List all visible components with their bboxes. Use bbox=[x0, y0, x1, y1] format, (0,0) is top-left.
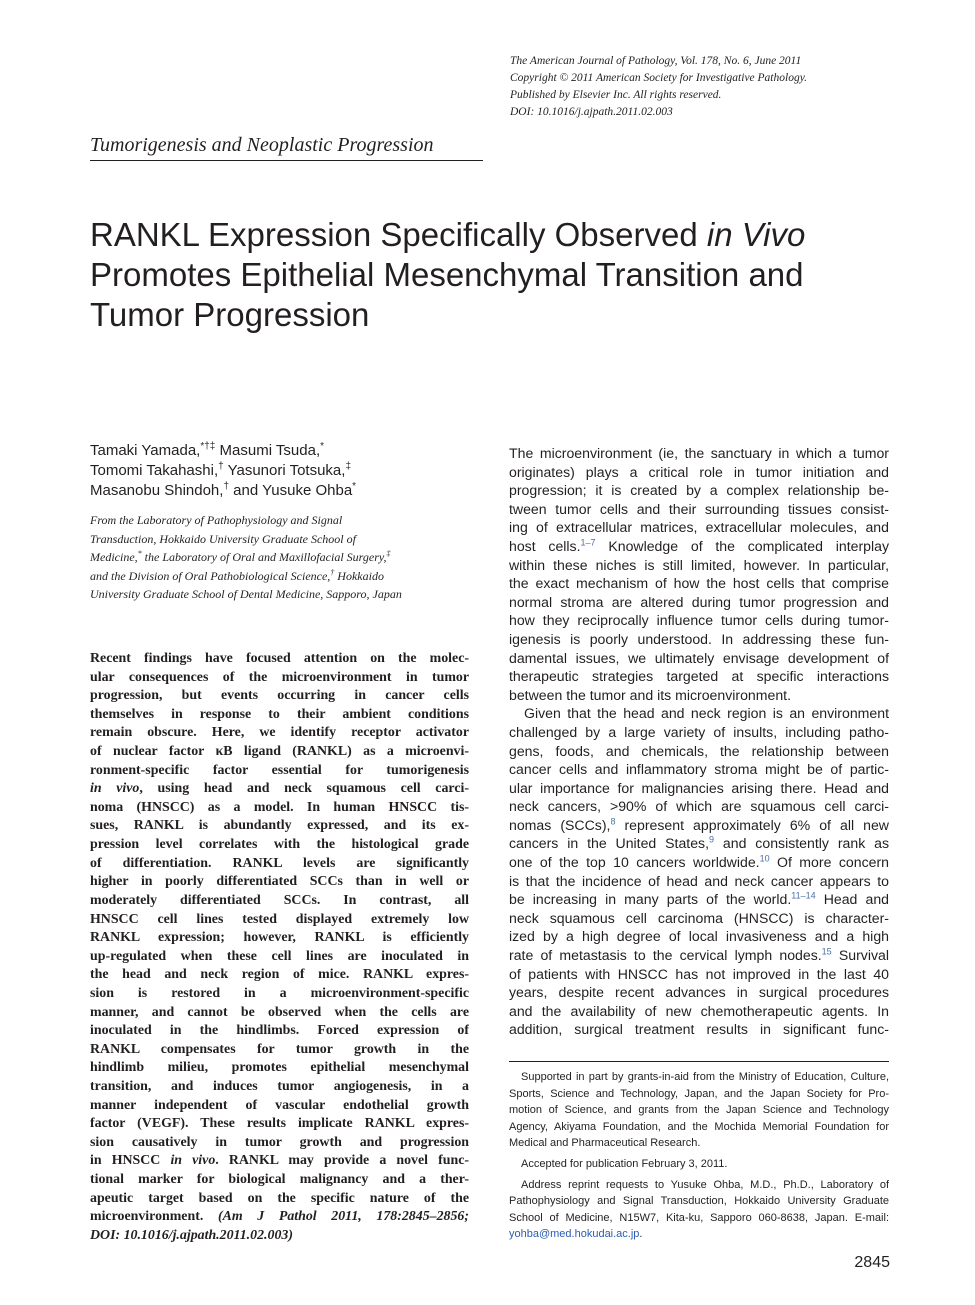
abstract-text: microenvironment. bbox=[90, 1209, 218, 1225]
affiliation-text: and the Division of Oral Pathobiological Science, bbox=[90, 568, 331, 583]
body-text-span: represent approximately 6% of all new bbox=[615, 816, 889, 833]
abstract-line: inoculated in the hindlimbs. Forced expression of bbox=[90, 1023, 469, 1039]
abstract-line: ronment-specific factor essential for tumorigenesis bbox=[90, 762, 469, 778]
abstract-line: RANKL compensates for tumor growth in the bbox=[90, 1041, 469, 1057]
citation-ref[interactable]: 10 bbox=[759, 853, 770, 864]
citation-ref[interactable]: 11–14 bbox=[791, 890, 816, 901]
abstract-line: HNSCC cell lines tested displayed extremely low bbox=[90, 911, 469, 927]
body-line: neck squamous cell carcinoma (HNSCC) is character- bbox=[509, 909, 889, 926]
body-line bbox=[509, 537, 889, 556]
affiliation-mark: ‡ bbox=[386, 549, 391, 558]
body-line: how they reciprocally influence tumor cells during tumor- bbox=[509, 612, 889, 629]
body-line: originates) plays a critical role in tumor initiation and bbox=[509, 463, 889, 480]
body-text-span: be increasing in many parts of the world. bbox=[509, 891, 792, 908]
body-line: tween tumor cells and their surrounding tissues consist- bbox=[509, 500, 889, 517]
footnote-line: Supported in part by grants-in-aid from the Ministry of Education, Culture, bbox=[521, 1071, 889, 1083]
footnote-line: Address reprint requests to Yusuke Ohba, M.D., Ph.D., Laboratory of bbox=[521, 1178, 889, 1191]
body-line: ing of extracellular matrices, extracellular molecules, and bbox=[509, 519, 889, 536]
body-line: within these niches is still limited, however. In particular, bbox=[509, 556, 889, 573]
abstract-line: sion is restored in a microenvironment-specific bbox=[90, 985, 469, 1001]
body-line: therapeutic strategies targeted at specific interactions bbox=[509, 668, 889, 685]
abstract-line: progression, but events occurring in cancer cells bbox=[90, 688, 469, 704]
abstract-line: pression level correlates with the histological grade bbox=[90, 837, 469, 853]
abstract-italic: in vivo bbox=[90, 781, 140, 797]
body-line bbox=[509, 816, 889, 835]
body-line bbox=[509, 853, 889, 872]
body-line: cancer cells and inflammatory stroma might be of partic- bbox=[509, 761, 889, 778]
body-text-span: one of the top 10 cancers worldwide. bbox=[509, 854, 760, 871]
body-line: The microenvironment (ie, the sanctuary in which a tumor bbox=[509, 445, 889, 461]
author-name: Tomomi Takahashi, bbox=[90, 462, 219, 479]
abstract-line: themselves in response to their ambient conditions bbox=[90, 706, 469, 722]
abstract-line: remain obscure. Here, we identify receptor activator bbox=[90, 725, 469, 741]
section-heading: Tumorigenesis and Neoplastic Progression bbox=[90, 131, 483, 161]
body-text bbox=[509, 444, 889, 1039]
footnote-line: Pathophysiology and Signal Transduction, Hokkaido University Graduate bbox=[509, 1195, 889, 1208]
body-line: ized by a high degree of local invasiveness and a high bbox=[509, 928, 889, 945]
affiliation-mark: * bbox=[137, 549, 142, 558]
body-text-span: Head and bbox=[815, 891, 889, 908]
body-line: years, despite recent advances in surgical procedures bbox=[509, 984, 889, 1001]
body-line: Given that the head and neck region is an environment bbox=[524, 705, 889, 722]
journal-doi: DOI: 10.1016/j.ajpath.2011.02.003 bbox=[510, 106, 673, 118]
abstract-line: sues, RANKL is abundantly expressed, and its ex- bbox=[90, 818, 469, 834]
author-name: Masanobu Shindoh, bbox=[90, 482, 224, 499]
page-number: 2845 bbox=[854, 1254, 890, 1271]
author-mark: *†‡ bbox=[200, 441, 216, 452]
footnote-line bbox=[509, 1226, 889, 1243]
body-line: normal stroma are altered during tumor progression and bbox=[509, 593, 889, 610]
footnote-divider bbox=[509, 1061, 889, 1062]
abstract-line: manner independent of vascular endothelial growth bbox=[90, 1097, 469, 1113]
affiliation-text: Medicine, bbox=[90, 550, 138, 564]
abstract-line: up-regulated when these cell lines are inoculated in bbox=[90, 948, 469, 964]
author-list bbox=[90, 441, 470, 501]
abstract-line bbox=[90, 1208, 469, 1227]
abstract-line: ular consequences of the microenvironment in tumor bbox=[90, 669, 469, 685]
email-link[interactable]: yohba@med.hokudai.ac.jp bbox=[509, 1228, 640, 1241]
affiliation-mark: † bbox=[330, 567, 335, 577]
abstract-text: in HNSCC bbox=[90, 1153, 171, 1169]
body-line: progression; it is created by a complex relationship be- bbox=[509, 482, 889, 499]
abstract-line: moderately differentiated SCCs. In contrast, all bbox=[90, 892, 469, 908]
abstract-line bbox=[90, 1152, 469, 1171]
author-name: Yasunori Totsuka, bbox=[223, 462, 346, 479]
footnote-text: . bbox=[639, 1228, 643, 1241]
author-mark: ‡ bbox=[345, 461, 351, 472]
body-text-span: Of more concern bbox=[769, 854, 889, 871]
abstract-italic: in vivo bbox=[170, 1153, 216, 1169]
abstract-line: manner, and cannot be observed when the cells are bbox=[90, 1004, 469, 1020]
abstract-line: Recent findings have focused attention on the molec- bbox=[90, 651, 469, 666]
body-text-span: host cells. bbox=[509, 537, 581, 554]
abstract-line: tional marker for biological malignancy and a ther- bbox=[90, 1172, 469, 1188]
abstract bbox=[90, 650, 469, 1246]
affiliation-line: University Graduate School of Dental Medicine, Sapporo, Japan bbox=[90, 587, 402, 601]
footnote-line: Medical and Pharmaceutical Research. bbox=[509, 1137, 701, 1150]
abstract-line: of differentiation. RANKL levels are significantly bbox=[90, 855, 469, 871]
body-line: damental issues, we ultimately envisage development of bbox=[509, 649, 889, 666]
body-line: challenged by a large variety of insults, including patho- bbox=[509, 723, 889, 740]
journal-info bbox=[510, 53, 910, 121]
affiliation bbox=[90, 511, 465, 604]
body-line: of patients with HNSCC has not improved in the last 40 bbox=[509, 965, 889, 982]
body-line bbox=[509, 890, 889, 909]
title-italic: in Vivo bbox=[706, 216, 806, 253]
journal-copyright: Copyright © 2011 American Society for Investigative Pathology. bbox=[510, 72, 808, 84]
body-line: and the availability of new chemotherapeutic agents. In bbox=[509, 1002, 889, 1019]
body-text-span: and consistently rank as bbox=[714, 835, 889, 852]
abstract-line: hindlimb milieu, promotes epithelial mesenchymal bbox=[90, 1060, 469, 1076]
body-text-span: cancers in the United States, bbox=[509, 835, 710, 852]
body-text-span: rate of metastasis to the cervical lymph nodes. bbox=[509, 947, 822, 964]
abstract-line: of nuclear factor κB ligand (RANKL) as a microenvi- bbox=[90, 744, 469, 760]
title-line-2: Promotes Epithelial Mesenchymal Transition and bbox=[90, 256, 804, 293]
abstract-line bbox=[90, 780, 469, 799]
affiliation-line: From the Laboratory of Pathophysiology and Signal bbox=[90, 513, 343, 527]
footnote-line: motion of Science, and grants from the Japan Science and Technology bbox=[509, 1104, 889, 1117]
citation-ref[interactable]: 15 bbox=[821, 946, 832, 957]
affiliation-line: Transduction, Hokkaido University Graduate School of bbox=[90, 531, 356, 546]
body-line: ular importance for malignancies arising there. Head and bbox=[509, 779, 889, 796]
author-mark: * bbox=[352, 481, 357, 492]
footnote-line: School of Medicine, N15W7, Kita-ku, Sapporo 060-8638, Japan. E-mail: bbox=[509, 1211, 889, 1224]
body-line: neck cancers, >90% of which are squamous cell carci- bbox=[509, 798, 889, 815]
citation-ref[interactable]: 1–7 bbox=[580, 537, 596, 548]
author-name: Tamaki Yamada, bbox=[90, 442, 201, 459]
abstract-line: the head and neck region of mice. RANKL expres- bbox=[90, 967, 469, 983]
abstract-doi: DOI: 10.1016/j.ajpath.2011.02.003) bbox=[90, 1227, 293, 1243]
body-line: igenesis is poorly understood. In addressing these fun- bbox=[509, 630, 889, 647]
author-name: Masumi Tsuda, bbox=[215, 442, 321, 459]
abstract-text: , using head and neck squamous cell carci- bbox=[139, 781, 469, 797]
body-text-span: nomas (SCCs), bbox=[509, 816, 611, 833]
author-mark: * bbox=[320, 441, 325, 452]
author-name: and Yusuke Ohba bbox=[229, 482, 353, 499]
body-line bbox=[509, 834, 889, 853]
title-line-1: RANKL Expression Specifically Observed bbox=[90, 216, 707, 253]
abstract-line: factor (VEGF). These results implicate RANKL expres- bbox=[90, 1116, 469, 1132]
abstract-citation: (Am J Pathol 2011, 178:2845–2856; bbox=[217, 1209, 469, 1225]
body-line bbox=[509, 946, 889, 965]
abstract-line: RANKL expression; however, RANKL is efficiently bbox=[90, 930, 469, 946]
journal-publisher: Published by Elsevier Inc. All rights reserved. bbox=[510, 89, 722, 101]
footnote-accepted: Accepted for publication February 3, 2011. bbox=[521, 1157, 728, 1170]
citation-ref[interactable]: 8 bbox=[610, 816, 616, 827]
abstract-line: higher in poorly differentiated SCCs than in well or bbox=[90, 874, 469, 890]
body-line: is that the incidence of head and neck cancer appears to bbox=[509, 872, 889, 889]
footnote-line: Agency, Akiyama Foundation, and the Mochida Memorial Foundation for bbox=[509, 1120, 889, 1133]
body-line: between the tumor and its microenvironment. bbox=[509, 686, 792, 703]
affiliation-text: Hokkaido bbox=[334, 568, 384, 583]
author-mark: † bbox=[218, 461, 224, 472]
body-line: gens, foods, and chemicals, the relationship between bbox=[509, 742, 889, 759]
body-line: addition, surgical treatment results in significant func- bbox=[509, 1021, 889, 1038]
abstract-line: noma (HNSCC) as a model. In human HNSCC tis- bbox=[90, 799, 469, 815]
citation-ref[interactable]: 9 bbox=[709, 834, 715, 845]
body-text-span: Knowledge of the complicated interplay bbox=[595, 537, 889, 554]
abstract-line: transition, and induces tumor angiogenesis, in a bbox=[90, 1079, 469, 1095]
body-text-span: Survival bbox=[831, 947, 889, 964]
abstract-text: . RANKL may provide a novel func- bbox=[215, 1153, 469, 1169]
title-line-3: Tumor Progression bbox=[90, 296, 370, 333]
author-mark: † bbox=[223, 481, 229, 492]
affiliation-text: the Laboratory of Oral and Maxillofacial Surgery, bbox=[141, 550, 387, 564]
footnotes bbox=[509, 1069, 889, 1243]
abstract-line: sion causatively in tumor growth and progression bbox=[90, 1134, 469, 1150]
footnote-line: Sports, Science and Technology, Japan, and the Japan Society for Pro- bbox=[509, 1087, 889, 1100]
journal-citation: The American Journal of Pathology, Vol. 178, No. 6, June 2011 bbox=[510, 55, 802, 67]
abstract-line: apeutic target based on the specific nature of the bbox=[90, 1190, 469, 1206]
body-line: the exact mechanism of how the host cells that comprise bbox=[509, 575, 889, 592]
article-title bbox=[90, 215, 880, 335]
